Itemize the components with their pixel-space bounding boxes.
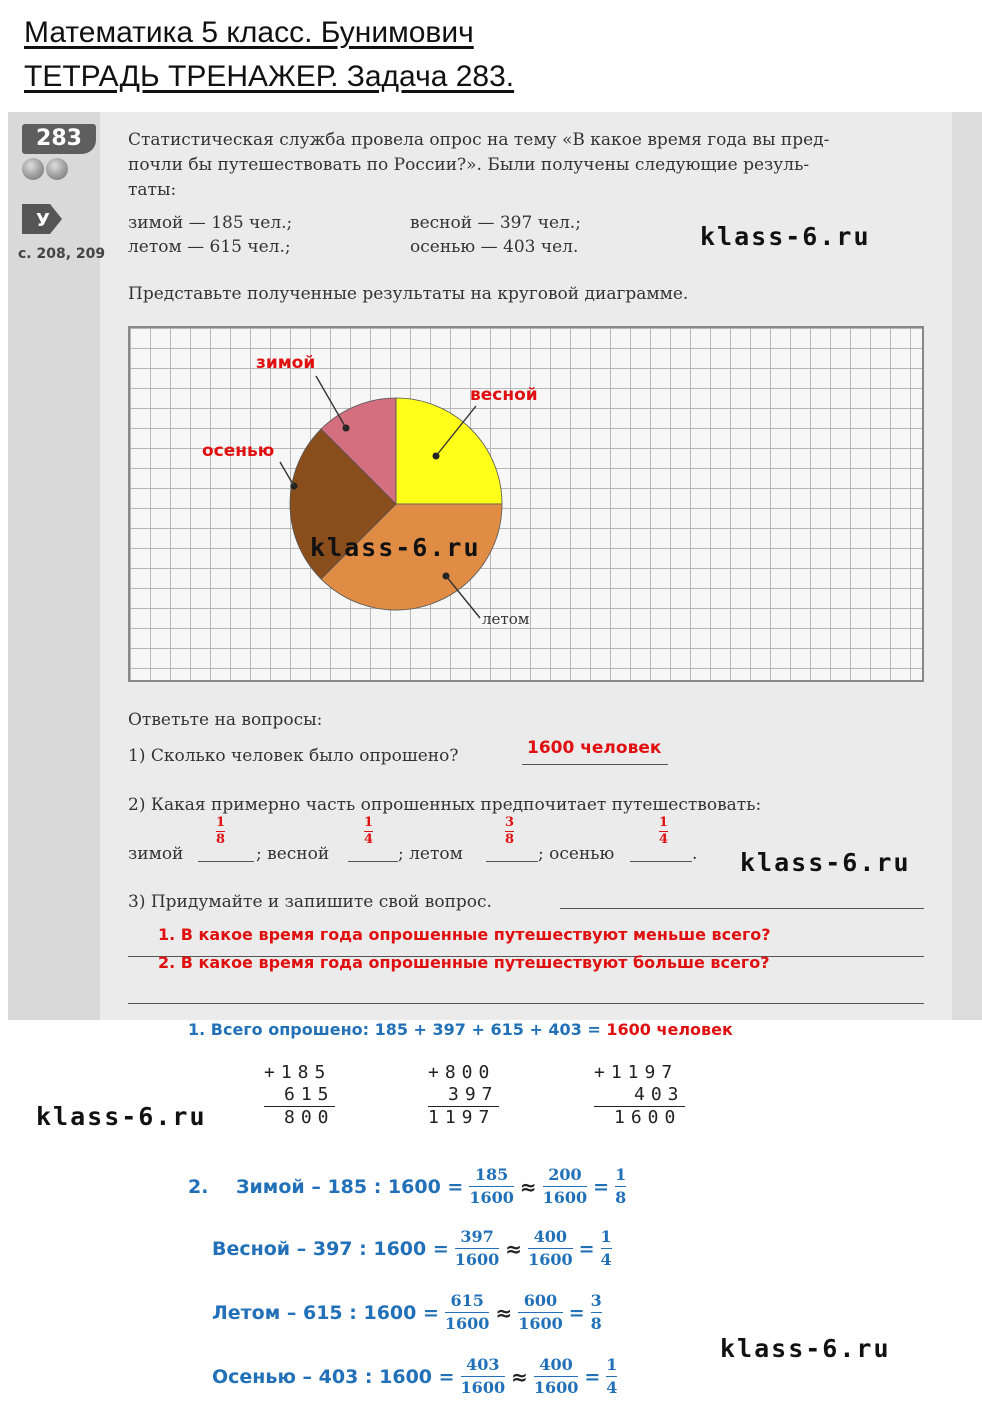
fraction-result: 1 4 [606, 1355, 618, 1398]
q3-answer-2: 2. В какое время года опрошенные путешествуют больше всего? [158, 953, 770, 972]
section-marker-icon [22, 204, 62, 234]
equals-sign: = [584, 1365, 601, 1388]
equals-sign: = [578, 1237, 595, 1260]
fraction-summer: 3 8 [505, 815, 515, 848]
pie-chart [130, 328, 926, 684]
solution-row-text: Весной – 397 : 1600 = [212, 1237, 449, 1260]
column-addition-3: +1197 403 1600 [594, 1062, 685, 1128]
data-winter: зимой — 185 чел.; [128, 213, 293, 233]
solution-step-1: 1. Всего опрошено: 185 + 397 + 615 + 403 = 1600 человек [188, 1020, 733, 1039]
solution-row [212, 1292, 604, 1334]
approx-sign: ≈ [519, 1174, 537, 1199]
q2-winter-label: зимой [128, 844, 184, 864]
fraction-result: 3 8 [590, 1291, 602, 1334]
answer-line-1 [522, 764, 668, 765]
watermark-logo: klass-6.ru [700, 222, 871, 251]
data-summer: летом — 615 чел.; [128, 237, 291, 257]
column-addition-1: +185 615 800 [264, 1062, 335, 1128]
fraction-exact: 615 1600 [444, 1291, 490, 1334]
page-title-line2: ТЕТРАДЬ ТРЕНАЖЕР. Задача 283. [24, 60, 515, 93]
slice-label: летом [482, 610, 530, 628]
approx-sign: ≈ [511, 1364, 528, 1389]
q2-spring-label: ; весной [256, 844, 330, 864]
q3-answer-1: 1. В какое время года опрошенные путешествуют меньше всего? [158, 925, 771, 944]
fraction-rounded: 400 1600 [528, 1227, 573, 1270]
intro-line-2: почли бы путешествовать по России?». Были получены следующие резуль- [128, 155, 810, 175]
intro-line-1: Статистическая служба провела опрос на тему «В какое время года вы пред- [128, 130, 830, 150]
watermark-logo-4: klass-6.ru [720, 1334, 891, 1363]
page-title-line1: Математика 5 класс. Бунимович [24, 16, 474, 49]
q2-winter-line [198, 861, 254, 862]
solution-row-text: Зимой – 185 : 1600 = [236, 1175, 464, 1198]
answer-1: 1600 человек [527, 738, 662, 758]
page-reference: с. 208, 209 [18, 246, 106, 262]
fraction-rounded: 600 1600 [518, 1291, 563, 1334]
q2-spring-line [348, 861, 398, 862]
fraction-winter: 1 8 [216, 815, 226, 848]
solution-row [212, 1356, 619, 1398]
q2-autumn-label: ; осенью [538, 844, 615, 864]
leader-line [280, 462, 294, 486]
question-3: 3) Придумайте и запишите свой вопрос. [128, 892, 492, 912]
task-number-badge: 283 [22, 124, 96, 154]
watermark-on-chart: klass-6.ru [310, 533, 481, 562]
solution-row-text: Осенью – 403 : 1600 = [212, 1365, 455, 1388]
solution-row-text: Летом – 615 : 1600 = [212, 1301, 439, 1324]
scan-edge [952, 112, 982, 1020]
chart-grid [128, 326, 924, 682]
watermark-logo-2: klass-6.ru [740, 848, 911, 877]
q2-end: . [692, 844, 698, 864]
difficulty-dots-icon [22, 158, 82, 180]
slice-label: зимой [256, 353, 316, 373]
q2-summer-label: ; летом [398, 844, 463, 864]
question-1: 1) Сколько человек было опрошено? [128, 746, 459, 766]
fraction-exact: 185 1600 [469, 1165, 514, 1208]
q2-summer-line [486, 861, 538, 862]
approx-sign: ≈ [495, 1300, 513, 1325]
fraction-autumn: 1 4 [659, 815, 669, 848]
question-2: 2) Какая примерно часть опрошенных предпочитает путешествовать: [128, 795, 762, 815]
fraction-rounded: 400 1600 [533, 1355, 579, 1398]
fraction-result: 1 4 [600, 1227, 612, 1270]
q3-line-3 [128, 1003, 924, 1004]
data-autumn: осенью — 403 чел. [410, 237, 579, 257]
step-2-number: 2. [188, 1176, 209, 1198]
fraction-result: 1 8 [615, 1165, 627, 1208]
equals-sign: = [568, 1301, 585, 1324]
fraction-exact: 403 1600 [460, 1355, 506, 1398]
solution-row [212, 1228, 614, 1270]
intro-line-3: таты: [128, 180, 177, 200]
questions-title: Ответьте на вопросы: [128, 710, 323, 730]
solution-total: 1600 человек [606, 1020, 733, 1039]
fraction-rounded: 200 1600 [542, 1165, 588, 1208]
pie-slice [396, 398, 502, 504]
slice-label: весной [470, 385, 538, 405]
instruction: Представьте полученные результаты на круговой диаграмме. [128, 284, 689, 304]
column-addition-2: +800 397 1197 [428, 1062, 499, 1128]
watermark-logo-3: klass-6.ru [36, 1102, 207, 1131]
fraction-spring: 1 4 [364, 815, 374, 848]
solution-row [212, 1166, 628, 1208]
approx-sign: ≈ [505, 1236, 523, 1261]
equals-sign: = [593, 1175, 610, 1198]
section-marker-label: У [36, 210, 50, 231]
q2-autumn-line [630, 861, 692, 862]
slice-label: осенью [202, 441, 275, 461]
data-spring: весной — 397 чел.; [410, 213, 581, 233]
q3-line-1 [560, 908, 924, 909]
fraction-exact: 397 1600 [454, 1227, 500, 1270]
